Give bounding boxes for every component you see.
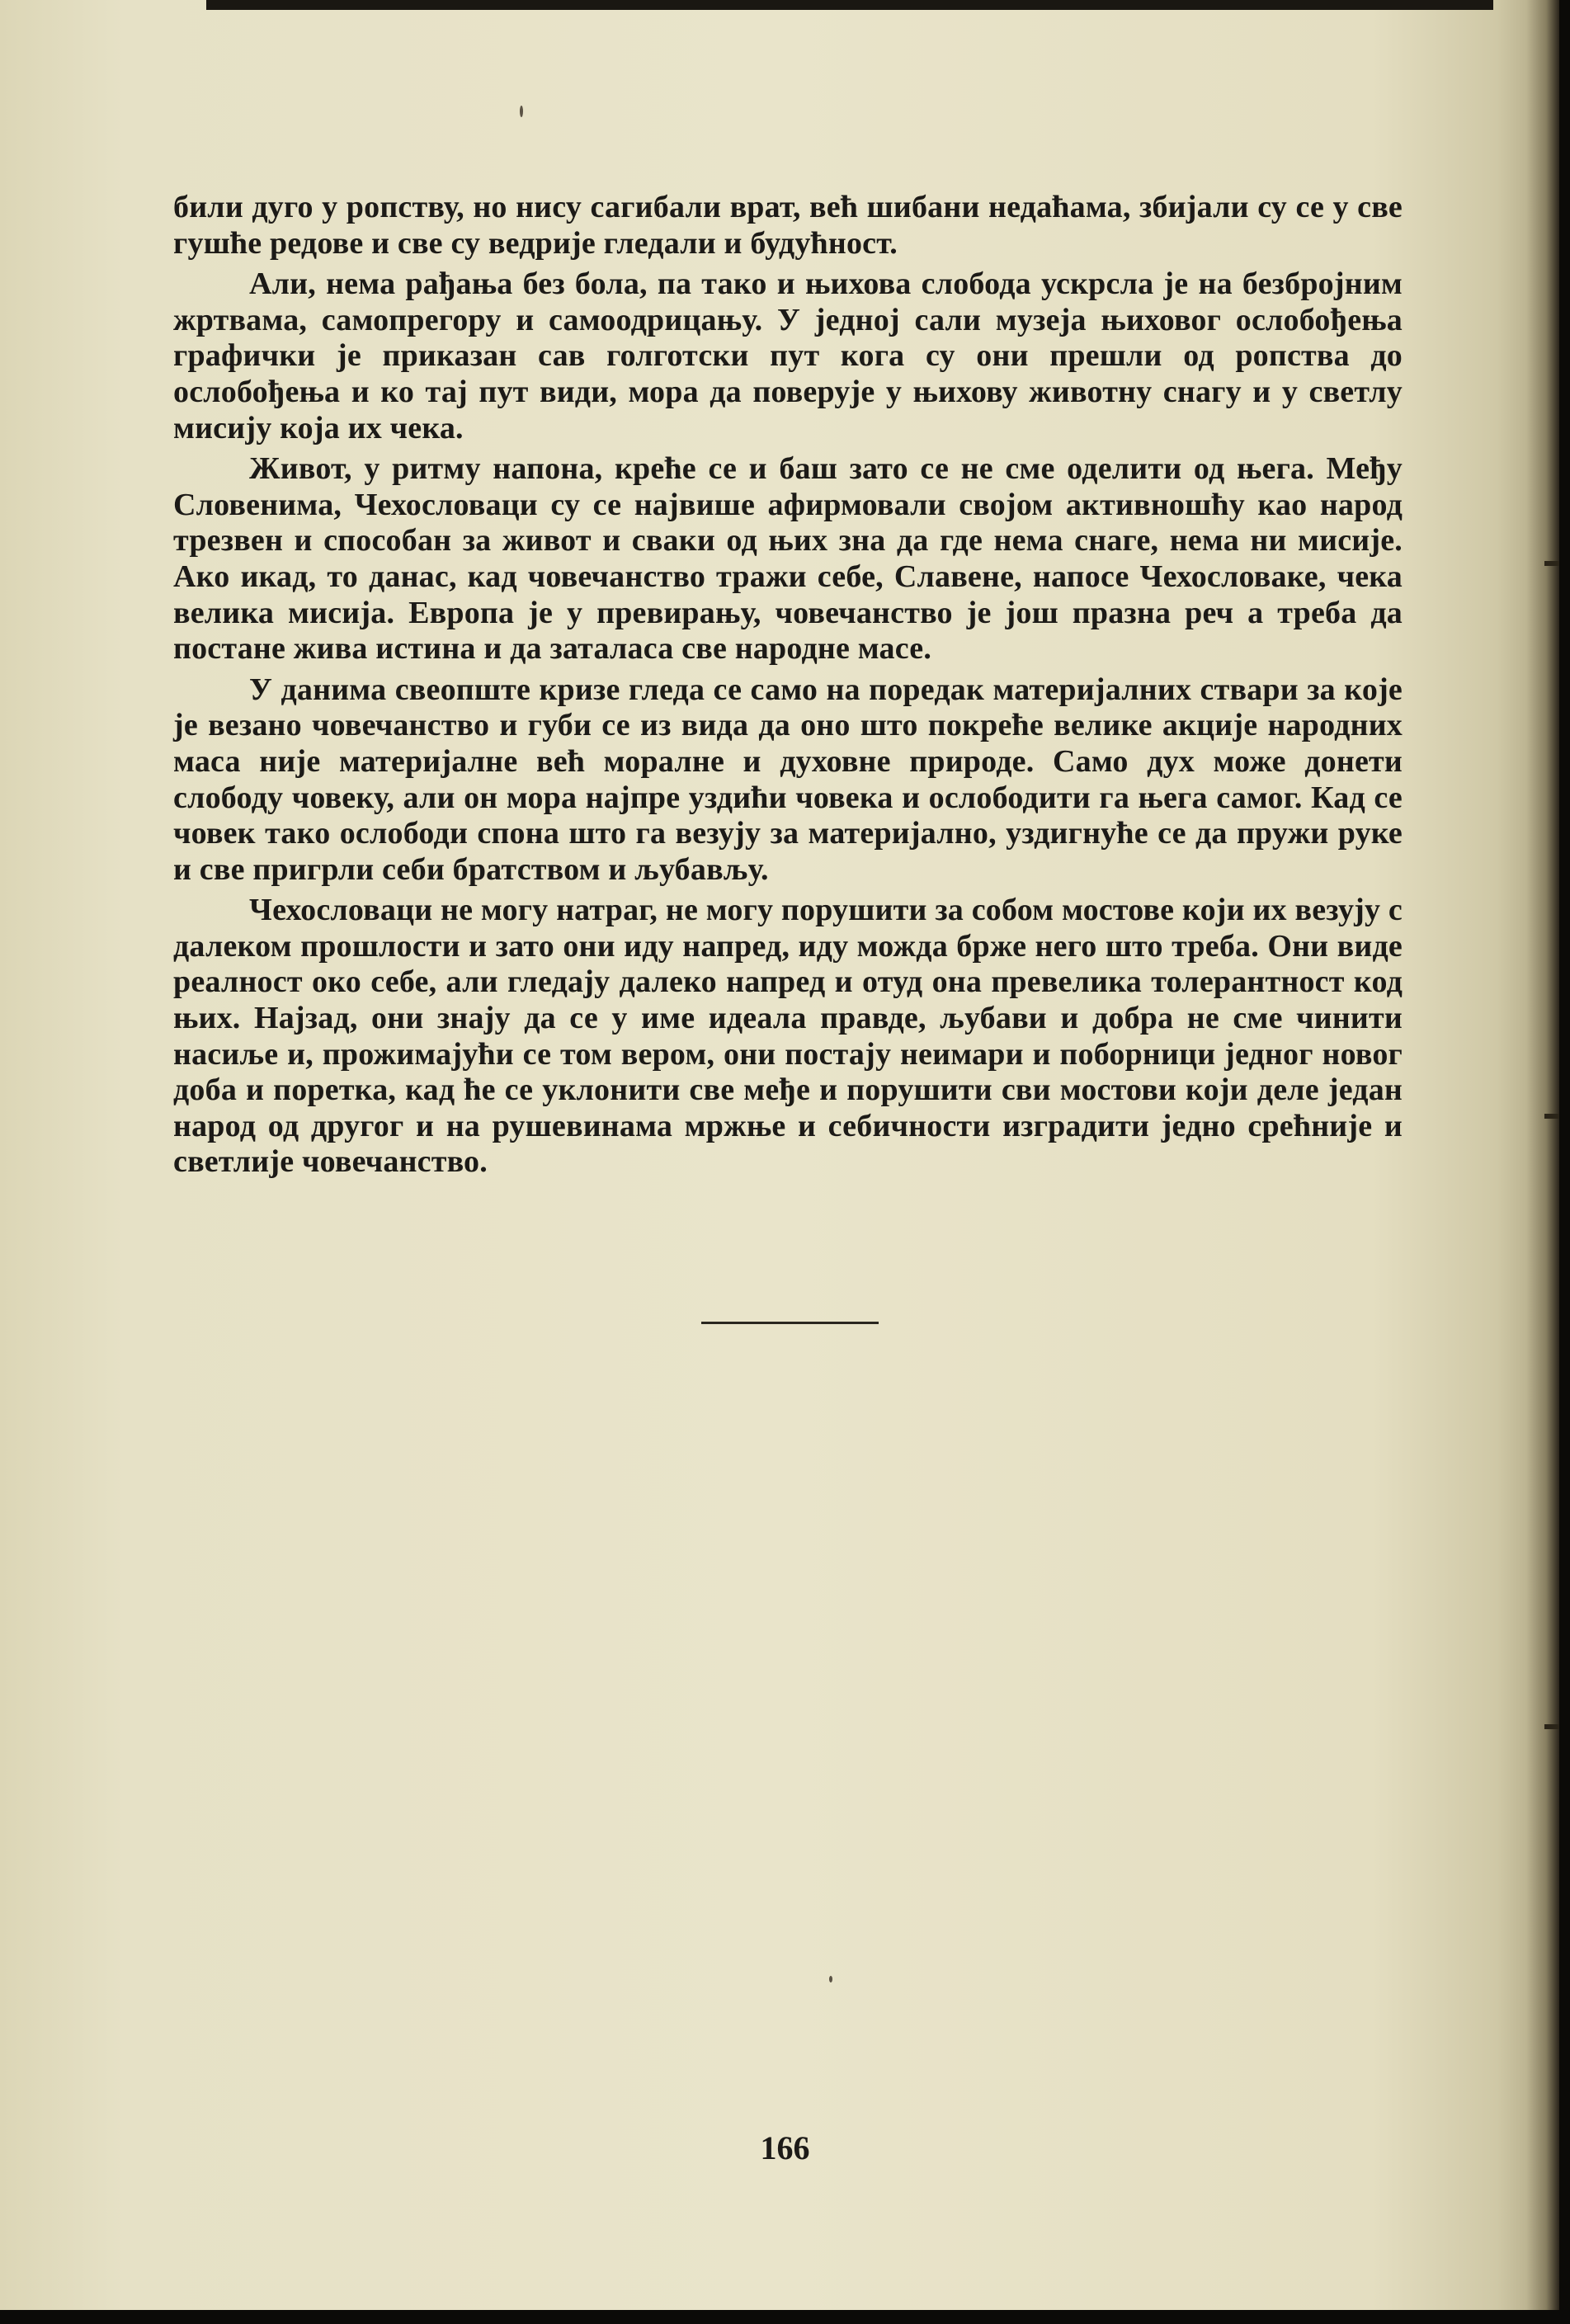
paragraph: били дуго у ропству, но нису сагибали врат, већ шибани недаћама, збијали су се у све гушће редове и све су ведрије гледали и будућност. <box>173 190 1403 261</box>
paper-speck <box>520 106 523 117</box>
margin-mark <box>1544 561 1559 566</box>
section-divider <box>701 1322 879 1324</box>
paper-speck <box>829 1976 832 1982</box>
binding-shadow <box>1526 0 1559 2310</box>
margin-mark <box>1544 1724 1559 1729</box>
paragraph: Живот, у ритму напона, креће се и баш зато се не сме оделити од њега. Међу Словенима, Чехословаци су се највише афирмовали својом активношћу као народ трезвен и способан за живот и сваки од њих зна да где нема снаге, нема ни мисије. Ако икад, то данас, кад човечанство тражи себе, Славене, напосе Чехословаке, чека велика мисија. Европа је у превирању, човечанство је још празна реч а треба да постане жива истина и да заталаса све народне масе. <box>173 451 1403 667</box>
paragraph: Али, нема рађања без бола, па тако и њихова слобода ускрсла је на безбројним жртвама, самопрегору и самоодрицању. У једној сали музеја њиховог ослобођења графички је приказан сав голготски пут кога су они прешли од ропства до ослобођења и ко тај пут види, мора да поверује у њихову животну снагу и у светлу мисију која их чека. <box>173 266 1403 445</box>
page-top-edge <box>206 0 1493 10</box>
margin-mark <box>1544 1114 1559 1119</box>
body-text <box>173 190 1403 1186</box>
paragraph: У данима свеопште кризе гледа се само на поредак материјалних ствари за које је везано човечанство и губи се из вида да оно што покреће велике акције народних маса није материјалне већ моралне и духовне природе. Само дух може донети слободу човеку, али он мора најпре уздићи човека и ослободити га њега самог. Кад се човек тако ослободи спона што га везују за материјално, уздигнуће се да пружи руке и све пригрли себи братством и љубављу. <box>173 672 1403 887</box>
page-number: 166 <box>760 2129 810 2166</box>
paragraph: Чехословаци не могу натраг, не могу порушити за собом мостове који их везују с далеком прошлости и зато они иду напред, иду можда брже него што треба. Они виде реалност око себе, али гледају далеко напред и отуд она превелика толерантност код њих. Најзад, они знају да се у име идеала правде, љубави и добра не сме чинити насиље и, прожимајући се том вером, они постају неимари и поборници једног новог доба и поретка, кад ће се уклонити све међе и порушити сви мостови који деле један народ од другог и на рушевинама мржње и себичности изградити једно срећније и светлије човечанство. <box>173 893 1403 1180</box>
